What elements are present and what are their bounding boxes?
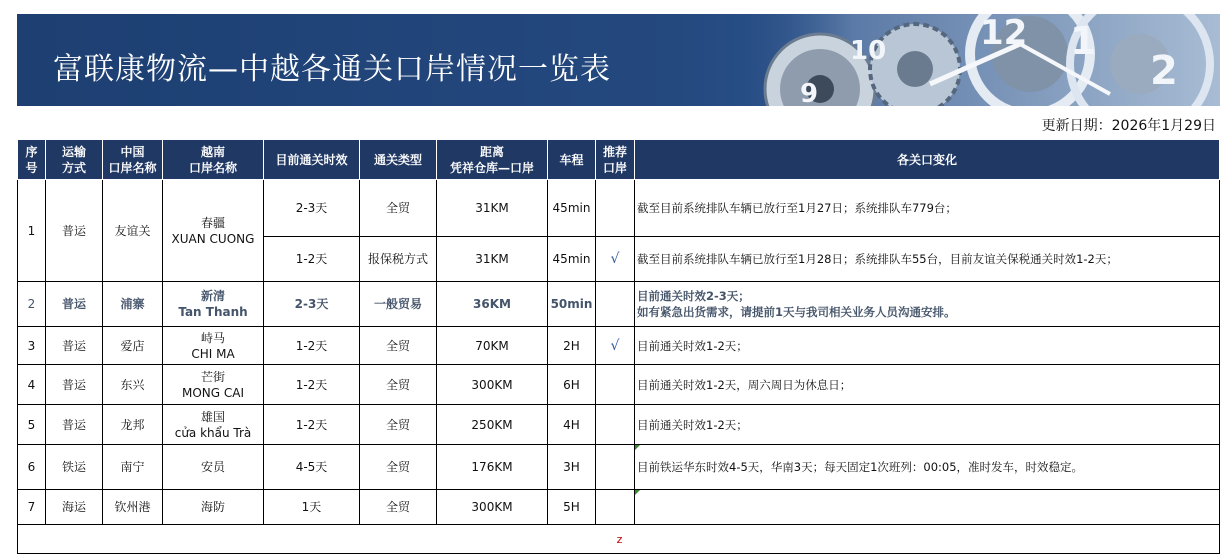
cell-drive: 2H — [548, 327, 596, 365]
cell-vn-port: 安员 — [163, 445, 264, 490]
cell-distance: 300KM — [437, 490, 548, 525]
footer-mark: z — [616, 532, 623, 546]
cell-vn-port: 新清 Tan Thanh — [163, 282, 264, 327]
cell-change: 截至目前系统排队车辆已放行至1月27日；系统排队车779台； — [635, 180, 1220, 237]
cell-cn-port: 东兴 — [103, 365, 163, 405]
cell-cn-port: 爱店 — [103, 327, 163, 365]
cell-vn-port: 春疆 XUAN CUONG — [163, 180, 264, 282]
cell-distance: 176KM — [437, 445, 548, 490]
cell-vn-port: 峙马 CHI MA — [163, 327, 264, 365]
cell-no: 5 — [18, 405, 46, 445]
svg-text:9: 9 — [800, 79, 819, 106]
cell-cn-port: 龙邦 — [103, 405, 163, 445]
cell-recommend — [596, 445, 635, 490]
svg-text:12: 12 — [980, 14, 1028, 53]
cell-drive: 45min — [548, 237, 596, 282]
header-seq: 序 号 — [18, 140, 46, 180]
cell-no: 1 — [18, 180, 46, 282]
cell-time: 1-2天 — [264, 237, 360, 282]
cell-distance: 250KM — [437, 405, 548, 445]
header-banner — [17, 14, 1220, 106]
cell-recommend — [596, 490, 635, 525]
cell-vn-port: 芒街 MONG CAI — [163, 365, 264, 405]
cell-distance: 31KM — [437, 180, 548, 237]
cell-change: 目前通关时效1-2天； — [635, 327, 1220, 365]
cell-recommend: √ — [596, 327, 635, 365]
cell-type: 全贸 — [360, 327, 437, 365]
cell-drive: 45min — [548, 180, 596, 237]
cell-change — [635, 490, 1220, 525]
page-title: 富联康物流—中越各通关口岸情况一览表 — [53, 52, 611, 87]
cell-no: 4 — [18, 365, 46, 405]
cell-distance: 300KM — [437, 365, 548, 405]
cell-mode: 普运 — [46, 327, 103, 365]
table-row — [18, 282, 1220, 327]
cell-drive: 3H — [548, 445, 596, 490]
header-mode: 运输 方式 — [46, 140, 103, 180]
cell-distance: 70KM — [437, 327, 548, 365]
cell-cn-port: 南宁 — [103, 445, 163, 490]
table-row — [18, 180, 1220, 237]
footer-cell — [18, 525, 1220, 554]
cell-drive: 50min — [548, 282, 596, 327]
cell-no: 6 — [18, 445, 46, 490]
cell-recommend: √ — [596, 237, 635, 282]
cell-drive: 5H — [548, 490, 596, 525]
cell-time: 2-3天 — [264, 282, 360, 327]
cell-no: 3 — [18, 327, 46, 365]
cell-type: 全贸 — [360, 405, 437, 445]
cell-distance: 31KM — [437, 237, 548, 282]
cell-cn-port: 友谊关 — [103, 180, 163, 282]
cell-change: 截至目前系统排队车辆已放行至1月28日；系统排队车55台，目前友谊关保税通关时效1-2天； — [635, 237, 1220, 282]
cell-mode: 普运 — [46, 180, 103, 282]
table-row — [18, 365, 1220, 405]
cell-time: 1-2天 — [264, 405, 360, 445]
cell-no: 2 — [18, 282, 46, 327]
cell-type: 全贸 — [360, 365, 437, 405]
cell-recommend — [596, 282, 635, 327]
cell-time: 2-3天 — [264, 180, 360, 237]
header-drive: 车程 — [548, 140, 596, 180]
cell-type: 一般贸易 — [360, 282, 437, 327]
cell-time: 4-5天 — [264, 445, 360, 490]
svg-text:2: 2 — [1150, 48, 1178, 94]
header-time: 目前通关时效 — [264, 140, 360, 180]
cell-type: 全贸 — [360, 445, 437, 490]
cell-type: 报保税方式 — [360, 237, 437, 282]
cell-recommend — [596, 405, 635, 445]
cell-drive: 6H — [548, 365, 596, 405]
cell-mode: 普运 — [46, 405, 103, 445]
table-row — [18, 327, 1220, 365]
cell-type: 全贸 — [360, 180, 437, 237]
cell-time: 1天 — [264, 490, 360, 525]
header-cn-port: 中国 口岸名称 — [103, 140, 163, 180]
header-recommend: 推荐 口岸 — [596, 140, 635, 180]
cell-change: 目前通关时效2-3天； 如有紧急出货需求，请提前1天与我司相关业务人员沟通安排。 — [635, 282, 1220, 327]
update-date: 更新日期：2026年1月29日 — [1041, 118, 1216, 134]
cell-mode: 海运 — [46, 490, 103, 525]
header-vn-port: 越南 口岸名称 — [163, 140, 264, 180]
cell-drive: 4H — [548, 405, 596, 445]
svg-text:1: 1 — [1070, 19, 1097, 63]
cell-vn-port: 雄国 cửa khẩu Trà — [163, 405, 264, 445]
header-distance: 距离 凭祥仓库—口岸 — [437, 140, 548, 180]
table-row — [18, 490, 1220, 525]
cell-no: 7 — [18, 490, 46, 525]
cell-change: 目前通关时效1-2天； — [635, 405, 1220, 445]
cell-mode: 普运 — [46, 365, 103, 405]
ports-table — [17, 139, 1220, 554]
cell-cn-port: 浦寨 — [103, 282, 163, 327]
header-changes: 各关口变化 — [635, 140, 1220, 180]
table-footer-row — [18, 525, 1220, 554]
table-row — [18, 405, 1220, 445]
cell-change: 目前铁运华东时效4-5天，华南3天；每天固定1次班列：00:05，准时发车，时效稳定。 — [635, 445, 1220, 490]
cell-type: 全贸 — [360, 490, 437, 525]
clock-gears-image — [730, 14, 1220, 106]
header-clearance: 通关类型 — [360, 140, 437, 180]
cell-cn-port: 钦州港 — [103, 490, 163, 525]
cell-vn-port: 海防 — [163, 490, 264, 525]
svg-text:10: 10 — [850, 36, 887, 66]
table-header-row — [18, 140, 1220, 180]
table-row — [18, 445, 1220, 490]
cell-change: 目前通关时效1-2天，周六周日为休息日； — [635, 365, 1220, 405]
cell-recommend — [596, 365, 635, 405]
cell-time: 1-2天 — [264, 327, 360, 365]
cell-distance: 36KM — [437, 282, 548, 327]
cell-mode: 普运 — [46, 282, 103, 327]
cell-time: 1-2天 — [264, 365, 360, 405]
cell-mode: 铁运 — [46, 445, 103, 490]
cell-recommend — [596, 180, 635, 237]
